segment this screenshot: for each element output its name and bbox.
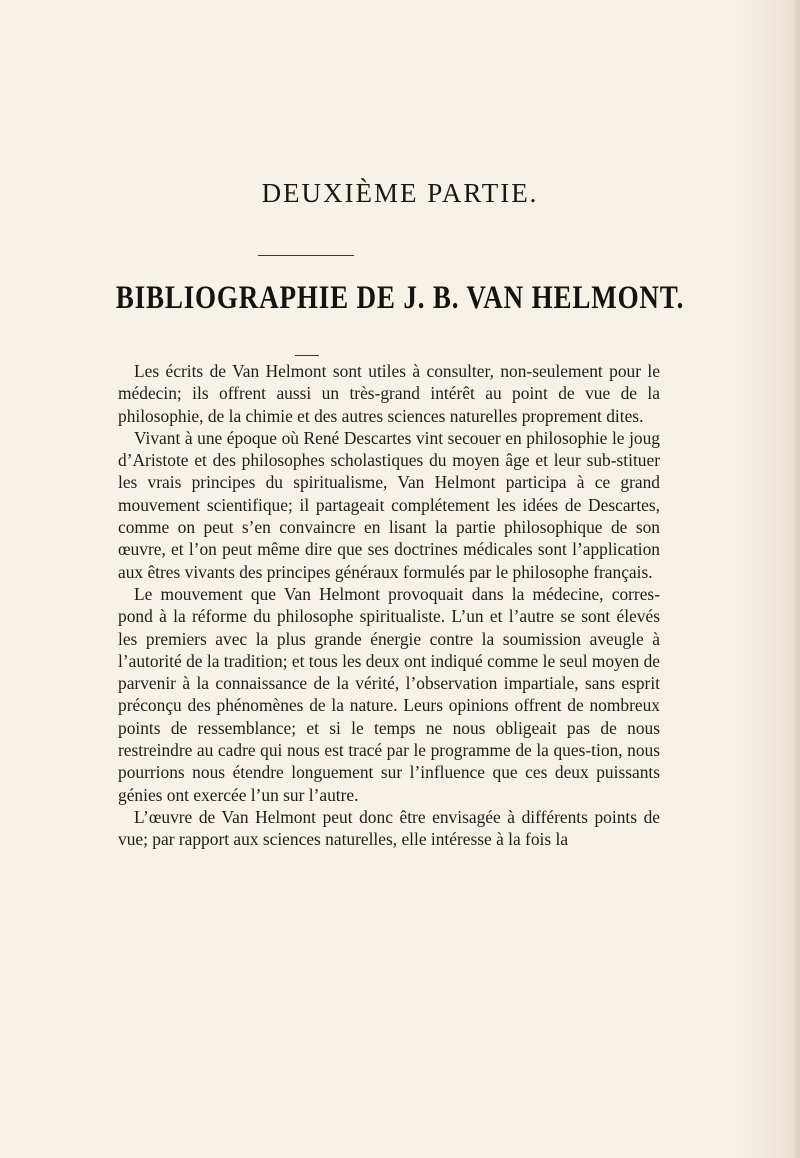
paragraph-3: Le mouvement que Van Helmont provoquait dans la médecine, corres-pond à la réforme du philosophe spiritualiste. L’un et l’autre se sont élevés les premiers avec la plus grande énergie contre la soumission aveugle à l’autorité de la tradition; et tous les deux ont indiqué comme le seul moyen de parvenir à la connaissance de la vérité, l’observation impartiale, sans esprit préconçu des phénomènes de la nature. Leurs opinions offrent de nombreux points de ressemblance; et si le temps ne nous obligeait pas de nous restreindre au cadre qui nous est tracé par le programme de la ques-tion, nous pourrions nous étendre longuement sur l’influence que ces deux puissants génies ont exercée l’un sur l’autre. <box>118 583 660 805</box>
page-edge <box>794 0 800 1158</box>
title-divider <box>258 255 354 256</box>
part-title: DEUXIÈME PARTIE. <box>261 178 539 208</box>
chapter-title: BIBLIOGRAPHIE DE J. B. VAN HELMONT. <box>115 280 685 316</box>
paragraph-2: Vivant à une époque où René Descartes vint secouer en philosophie le joug d’Aristote et des philosophes scholastiques du moyen âge et leur sub-stituer les vrais principes du spiritualisme, Van Helmont participa à ce grand mouvement scientifique; il partageait complétement les idées de Descartes, comme on peut s’en convaincre en lisant la partie philosophique de son œuvre, et l’on peut même dire que ses doctrines médicales sont l’application aux êtres vivants des principes généraux formulés par le philosophe français. <box>118 427 660 582</box>
paragraph-4: L’œuvre de Van Helmont peut donc être envisagée à différents points de vue; par rapport aux sciences naturelles, elle intéresse à la fois la <box>118 806 660 850</box>
section-divider <box>295 355 319 356</box>
paragraph-1: Les écrits de Van Helmont sont utiles à consulter, non-seulement pour le médecin; ils offrent aussi un très-grand intérêt au point de vue de la philosophie, de la chimie et des autres sciences naturelles proprement dites. <box>118 361 660 426</box>
body-text <box>118 360 660 851</box>
